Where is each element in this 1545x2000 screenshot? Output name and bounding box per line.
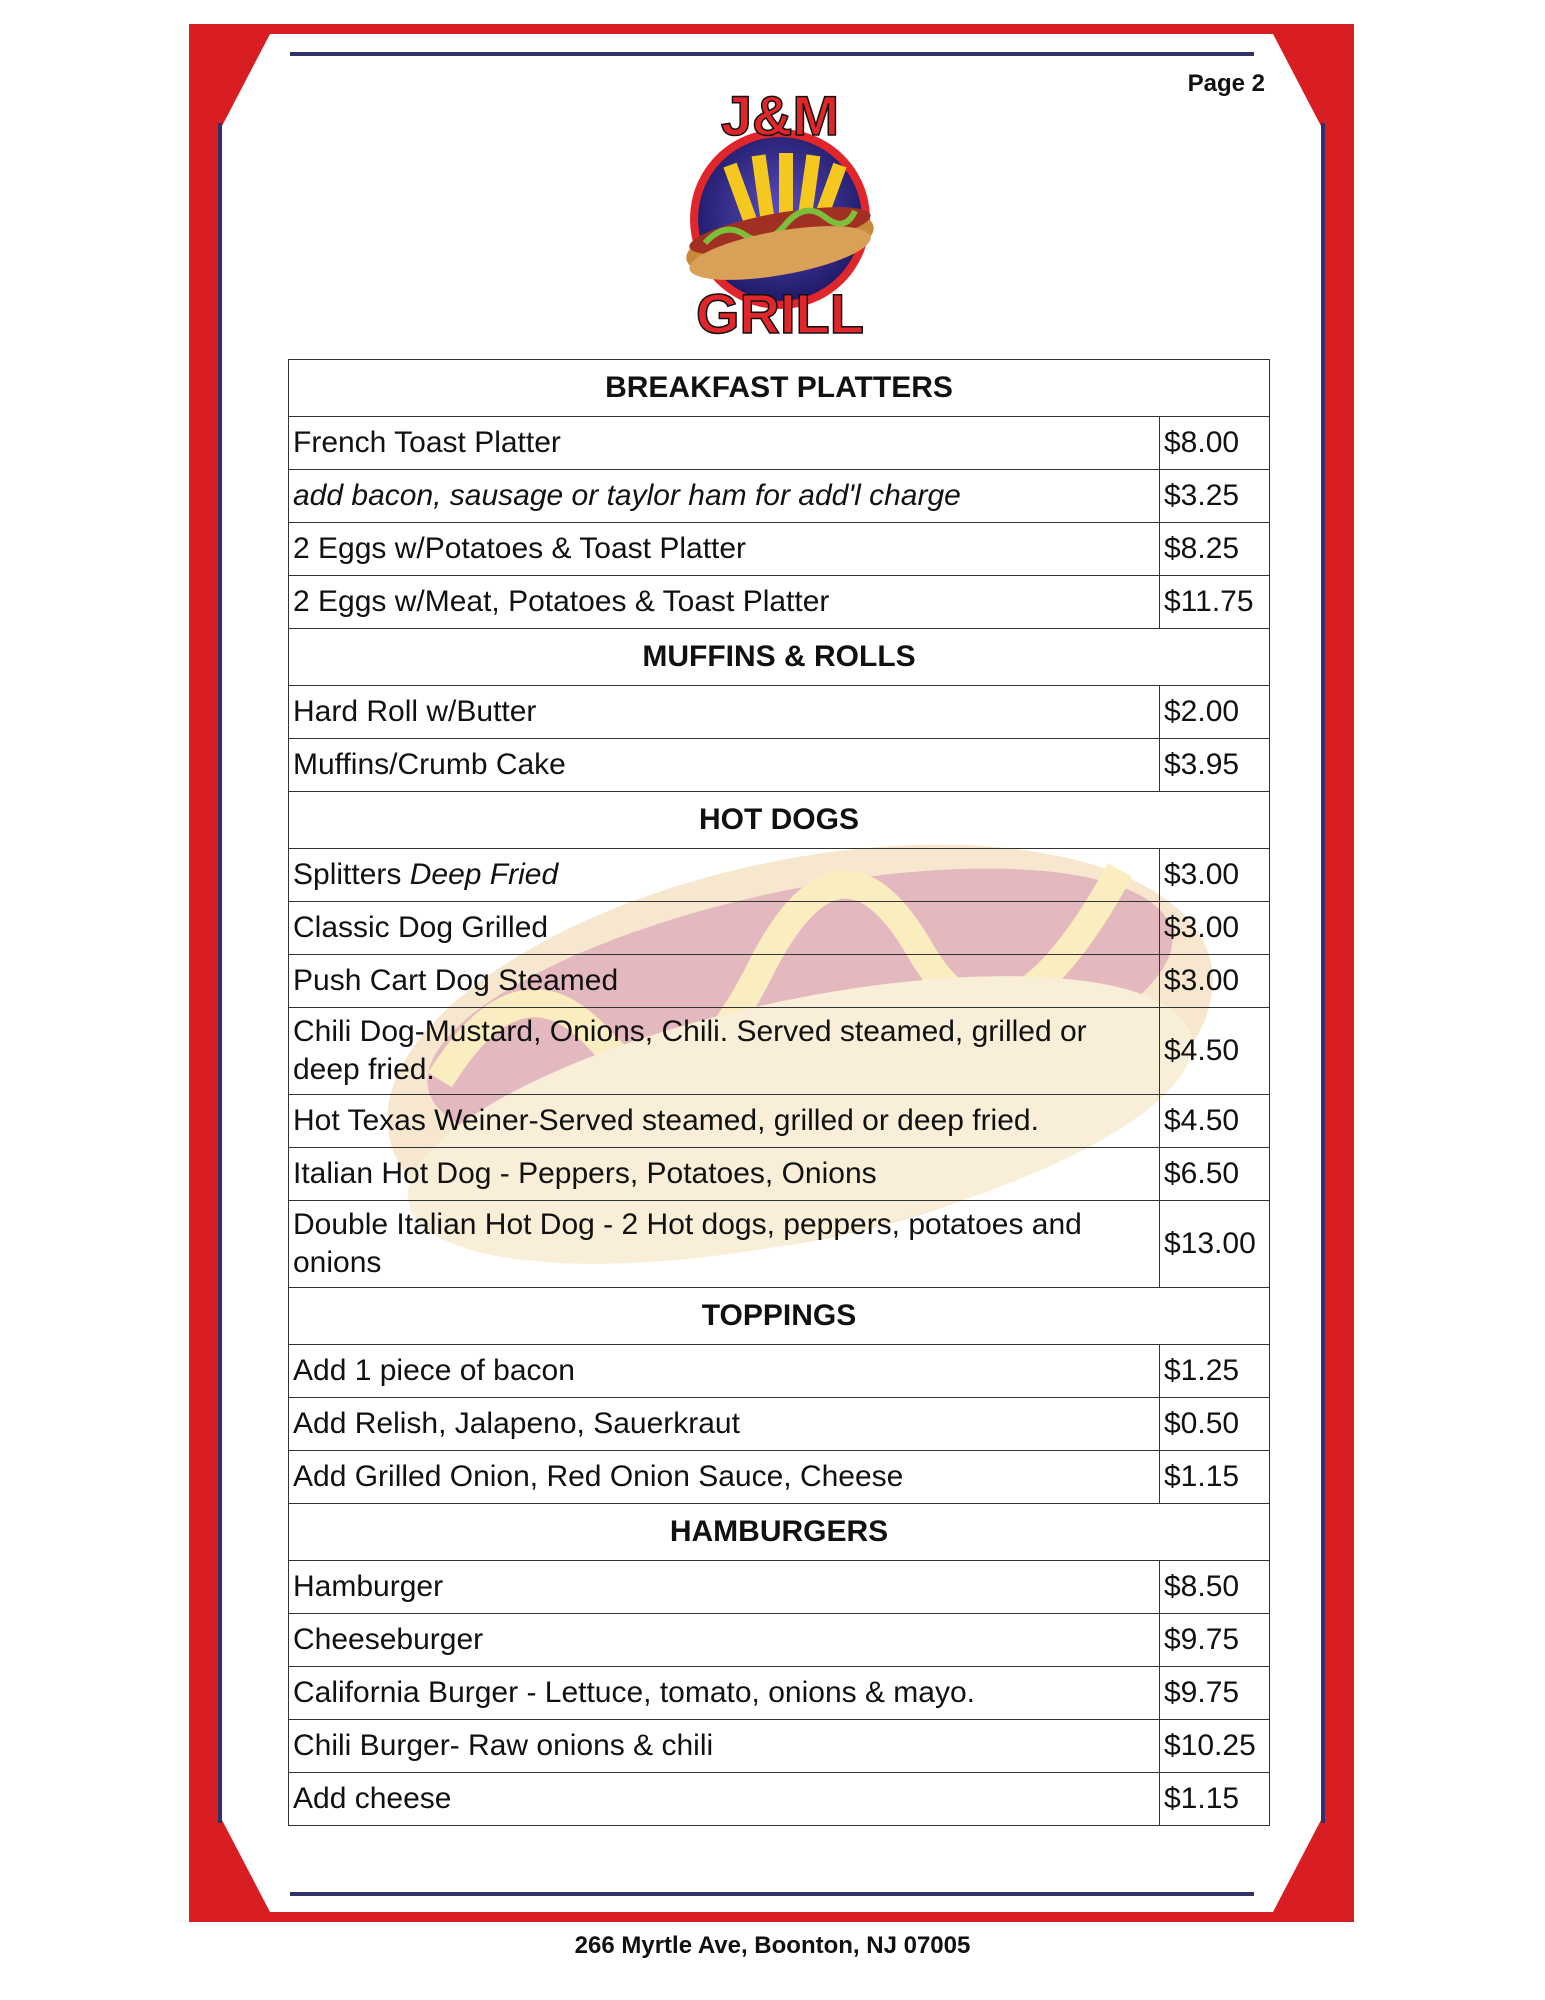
item-name: Double Italian Hot Dog - 2 Hot dogs, peppers, potatoes and onions xyxy=(293,1208,1082,1279)
item-name: 2 Eggs w/Meat, Potatoes & Toast Platter xyxy=(293,585,830,618)
item-price: $1.15 xyxy=(1160,1773,1270,1826)
restaurant-address: 266 Myrtle Ave, Boonton, NJ 07005 xyxy=(574,1932,971,1959)
item-name: Chili Burger- Raw onions & chili xyxy=(293,1729,714,1762)
item-name-cell xyxy=(289,1773,1160,1826)
menu-item-row xyxy=(289,470,1270,523)
menu-item-row xyxy=(289,739,1270,792)
item-price: $8.25 xyxy=(1160,523,1270,576)
item-price: $11.75 xyxy=(1160,576,1270,629)
section-header-row xyxy=(289,360,1270,417)
menu-item-row xyxy=(289,1773,1270,1826)
item-price: $4.50 xyxy=(1160,1095,1270,1148)
item-name: 2 Eggs w/Potatoes & Toast Platter xyxy=(293,532,747,565)
item-name-cell xyxy=(289,902,1160,955)
section-title: TOPPINGS xyxy=(289,1288,1270,1345)
item-note: Deep Fried xyxy=(409,858,559,891)
item-name-cell xyxy=(289,1148,1160,1201)
menu-item-row xyxy=(289,1008,1270,1095)
item-name-cell xyxy=(289,470,1160,523)
item-price: $0.50 xyxy=(1160,1398,1270,1451)
item-name-cell xyxy=(289,849,1160,902)
item-name-cell xyxy=(289,1398,1160,1451)
menu-item-row xyxy=(289,1148,1270,1201)
item-name-cell xyxy=(289,1451,1160,1504)
menu-item-row xyxy=(289,576,1270,629)
item-name-cell xyxy=(289,1720,1160,1773)
item-name: Cheeseburger xyxy=(293,1623,484,1656)
item-price: $8.50 xyxy=(1160,1561,1270,1614)
item-name: Hard Roll w/Butter xyxy=(293,695,537,728)
item-price: $3.00 xyxy=(1160,902,1270,955)
jm-grill-logo xyxy=(665,93,895,343)
item-name-cell xyxy=(289,576,1160,629)
section-header-row xyxy=(289,1504,1270,1561)
item-name-cell xyxy=(289,1201,1160,1288)
item-name: Add 1 piece of bacon xyxy=(293,1354,575,1387)
border-line-bottom xyxy=(290,1892,1254,1896)
item-price: $3.25 xyxy=(1160,470,1270,523)
border-line-top xyxy=(290,52,1254,56)
menu-item-row xyxy=(289,902,1270,955)
section-header-row xyxy=(289,629,1270,686)
section-title: HAMBURGERS xyxy=(289,1504,1270,1561)
item-name: Add cheese xyxy=(293,1782,452,1815)
item-name: Chili Dog-Mustard, Onions, Chili. Served steamed, grilled or deep fried. xyxy=(293,1015,1087,1086)
item-name-cell xyxy=(289,1008,1160,1095)
item-name: Push Cart Dog Steamed xyxy=(293,964,619,997)
section-title: HOT DOGS xyxy=(289,792,1270,849)
item-name-cell xyxy=(289,955,1160,1008)
menu-item-row xyxy=(289,523,1270,576)
item-price: $3.95 xyxy=(1160,739,1270,792)
menu-item-row xyxy=(289,1201,1270,1288)
item-name-cell xyxy=(289,1561,1160,1614)
item-price: $9.75 xyxy=(1160,1614,1270,1667)
section-header-row xyxy=(289,1288,1270,1345)
menu-item-row xyxy=(289,955,1270,1008)
item-name-cell xyxy=(289,1095,1160,1148)
menu-item-row xyxy=(289,1345,1270,1398)
item-price: $3.00 xyxy=(1160,955,1270,1008)
item-name: French Toast Platter xyxy=(293,426,561,459)
item-name-cell xyxy=(289,417,1160,470)
item-name-cell xyxy=(289,1345,1160,1398)
menu-item-row xyxy=(289,417,1270,470)
menu-table xyxy=(288,359,1270,1826)
item-name-cell xyxy=(289,1667,1160,1720)
item-name-cell xyxy=(289,686,1160,739)
menu-item-row xyxy=(289,849,1270,902)
section-header-row xyxy=(289,792,1270,849)
menu-item-row xyxy=(289,1561,1270,1614)
item-name: Splitters xyxy=(293,858,402,891)
menu-item-row xyxy=(289,1614,1270,1667)
item-name: Hot Texas Weiner-Served steamed, grilled or deep fried. xyxy=(293,1104,1039,1137)
item-price: $4.50 xyxy=(1160,1008,1270,1095)
item-name-cell xyxy=(289,523,1160,576)
item-price: $9.75 xyxy=(1160,1667,1270,1720)
item-name: California Burger - Lettuce, tomato, onions & mayo. xyxy=(293,1676,976,1709)
border-line-right xyxy=(1321,123,1325,1823)
item-name: Add Grilled Onion, Red Onion Sauce, Cheese xyxy=(293,1460,904,1493)
menu-item-row xyxy=(289,1667,1270,1720)
menu-item-row xyxy=(289,1095,1270,1148)
menu-item-row xyxy=(289,686,1270,739)
border-line-left xyxy=(218,123,222,1823)
section-title: BREAKFAST PLATTERS xyxy=(289,360,1270,417)
page-number: Page 2 xyxy=(1187,70,1265,97)
item-name-cell xyxy=(289,1614,1160,1667)
item-name-cell xyxy=(289,739,1160,792)
item-price: $2.00 xyxy=(1160,686,1270,739)
item-name: Classic Dog Grilled xyxy=(293,911,549,944)
item-price: $3.00 xyxy=(1160,849,1270,902)
item-price: $8.00 xyxy=(1160,417,1270,470)
item-price: $10.25 xyxy=(1160,1720,1270,1773)
menu-item-row xyxy=(289,1720,1270,1773)
item-name: Hamburger xyxy=(293,1570,444,1603)
item-name: Italian Hot Dog - Peppers, Potatoes, Onions xyxy=(293,1157,877,1190)
item-name: Add Relish, Jalapeno, Sauerkraut xyxy=(293,1407,740,1440)
item-price: $13.00 xyxy=(1160,1201,1270,1288)
item-name: add bacon, sausage or taylor ham for add'l charge xyxy=(293,479,961,512)
item-price: $1.15 xyxy=(1160,1451,1270,1504)
section-title: MUFFINS & ROLLS xyxy=(289,629,1270,686)
item-price: $1.25 xyxy=(1160,1345,1270,1398)
menu-item-row xyxy=(289,1451,1270,1504)
menu-item-row xyxy=(289,1398,1270,1451)
item-price: $6.50 xyxy=(1160,1148,1270,1201)
logo-top-text: J&M xyxy=(720,93,840,147)
item-name: Muffins/Crumb Cake xyxy=(293,748,566,781)
logo-bottom-text: GRILL xyxy=(696,282,864,343)
